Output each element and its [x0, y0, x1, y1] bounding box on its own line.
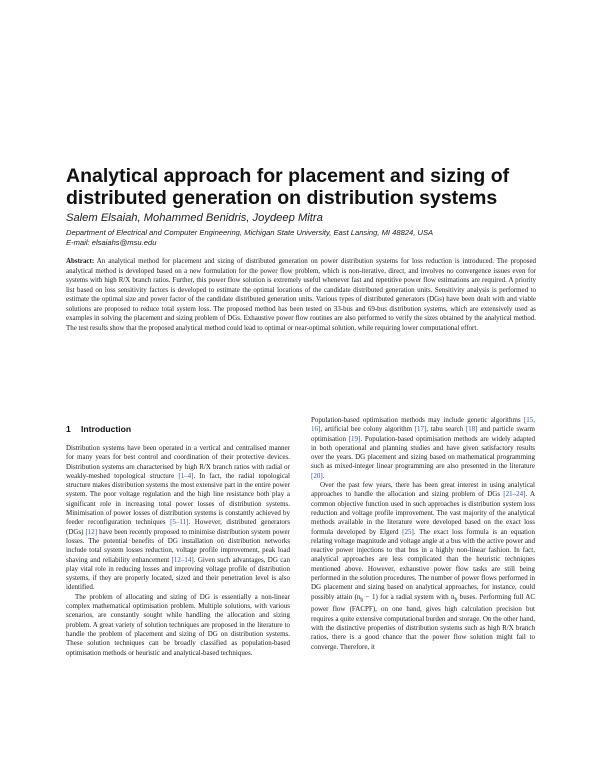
citation-link[interactable]: [21–24]	[503, 490, 526, 499]
citation-link[interactable]: [19]	[348, 434, 361, 443]
citation-link[interactable]: [25]	[402, 527, 414, 536]
citation-link[interactable]: [12]	[85, 527, 98, 536]
citation-link[interactable]: [15, 16]	[311, 416, 535, 434]
paragraph: Population-based optimisation methods may include genetic algorithms [15, 16], artificial bee colony algorithm [17], tabu search [18] and particle swarm optimisation [19]. Population-based optimisation methods are widely adapted in both operational and planning studies and have given satisfactory results over the years. DG placement and sizing based on mathematical programming such as mixed-integer linear programming are also presented in the literature [20].	[311, 416, 536, 480]
abstract	[66, 257, 536, 333]
author-list: Salem Elsaiah, Mohammed Benidris, Joydeep Mitra	[66, 212, 323, 224]
citation-link[interactable]: [1–4]	[178, 471, 194, 480]
citation-link[interactable]: [5–11]	[170, 518, 189, 527]
subscript: b	[360, 597, 364, 604]
citation-link[interactable]: [17]	[414, 425, 427, 434]
section-heading	[66, 423, 290, 435]
subscript: b	[454, 597, 458, 604]
section-title: Introduction	[81, 424, 132, 434]
paragraph: Distribution systems have been operated in a vertical and centralised manner for many years for best control and coordination of their protective devices. Distribution systems are characterised by high R/X branch ratios with radial or weakly-meshed topological structure [1–4]. In fact, the radial topological structure makes distribution systems the most extensive part in the entire power system. The poor voltage regulation and the high line resistance both play a significant role in increasing total power losses of distribution systems. Minimisation of power losses of distribution systems is constantly achieved by feeder reconfiguration techniques [5–11]. However, distributed generators (DGs) [12] have been recently proposed to minimise distribution system power losses. The potential benefits of DG installation on distribution networks include total system losses reduction, voltage profile improvement, peak load shaving and reliability enhancement [12–14]. Given such advantages, DG can play vital role in reducing losses and improving voltage profile of distribution systems, if they are properly located, sized and their penetration level is also identified.	[66, 444, 291, 592]
paragraph: Over the past few years, there has been great interest in using analytical approaches to handle the allocation and sizing problem of DGs [21–24]. A common objective function used in such approaches is distribution system loss reduction and voltage profile improvement. The vast majority of the analytical methods available in the literature were developed based on the exact loss formula developed by Elgerd [25]. The exact loss formula is an equation relating voltage magnitude and voltage angle at a bus with the active power and reactive power injections to that bus in a highly non-linear fashion. In fact, analytical approaches are less complicated than the heuristic techniques mentioned above. However, exhaustive power flow tasks are still being performed in the solution procedures. The number of power flows performed in DG placement and sizing based on analytical approaches, for instance, could possibly attain $(n_b - 1)$ for a radial system with $n_b$ buses. Performing full AC power flow (FACPF), on one hand, gives high calculation precision but requires a quite extensive computational burden and storage. On the other hand, with the distinctive properties of distribution systems such as high R/X branch ratios, there is a good chance that the power flow solution might fail to converge. Therefore, it	[311, 481, 536, 651]
section-number: 1	[66, 424, 71, 434]
citation-link[interactable]: [20]	[311, 471, 323, 480]
paragraph: The problem of allocating and sizing of DG is essentially a non-linear complex mathematical optimisation problem. Multiple solutions, with various scenarios, are constantly sought while handling the allocation and sizing problem. A great variety of solution techniques are proposed in the literature to handle the problem of placement and sizing of DG on distribution systems. These solution techniques can be broadly classified as population-based optimisation methods or heuristic and analytical-based techniques.	[66, 592, 290, 657]
citation-link[interactable]: [12–14]	[171, 555, 194, 564]
left-column	[66, 423, 290, 658]
paper-title: Analytical approach for placement and sizing of distributed generation on distribution systems	[66, 165, 510, 209]
affiliation: Department of Electrical and Computer Engineering, Michigan State University, East Lansing, MI 48824, USA	[66, 228, 434, 237]
abstract-label: Abstract:	[66, 257, 95, 265]
abstract-text: An analytical method for placement and sizing of distributed generation on power distribution systems for loss reduction is introduced. The proposed analytical method is developed based on a new formulation for the power flow problem, which is non-iterative, direct, and involves no convergence issues even for systems with high R/X branch ratios. Further, this power flow solution is extremely useful whenever fast and repetitive power flow estimations are required. A priority list based on loss sensitivity factors is developed to estimate the optimal locations of the candidate distributed generation units. Sensitivity analysis is performed to estimate the optimal size and power factor of the candidate distributed generation units. Various types of distributed generators (DGs) have been dealt with and viable solutions are proposed to reduce total system loss. The proposed method has been tested on 33-bus and 69-bus distribution systems, which are extensively used as examples in solving the placement and sizing problem of DGs. Exhaustive power flow routines are also performed to verify the sizes obtained by the analytical method. The test results show that the proposed analytical method could lead to optimal or near-optimal solution, while requiring lower computational effort.	[66, 257, 537, 332]
author-email: E-mail: elsaiahs@msu.edu	[66, 238, 157, 247]
right-column	[311, 416, 535, 652]
citation-link[interactable]: [18]	[465, 425, 478, 434]
